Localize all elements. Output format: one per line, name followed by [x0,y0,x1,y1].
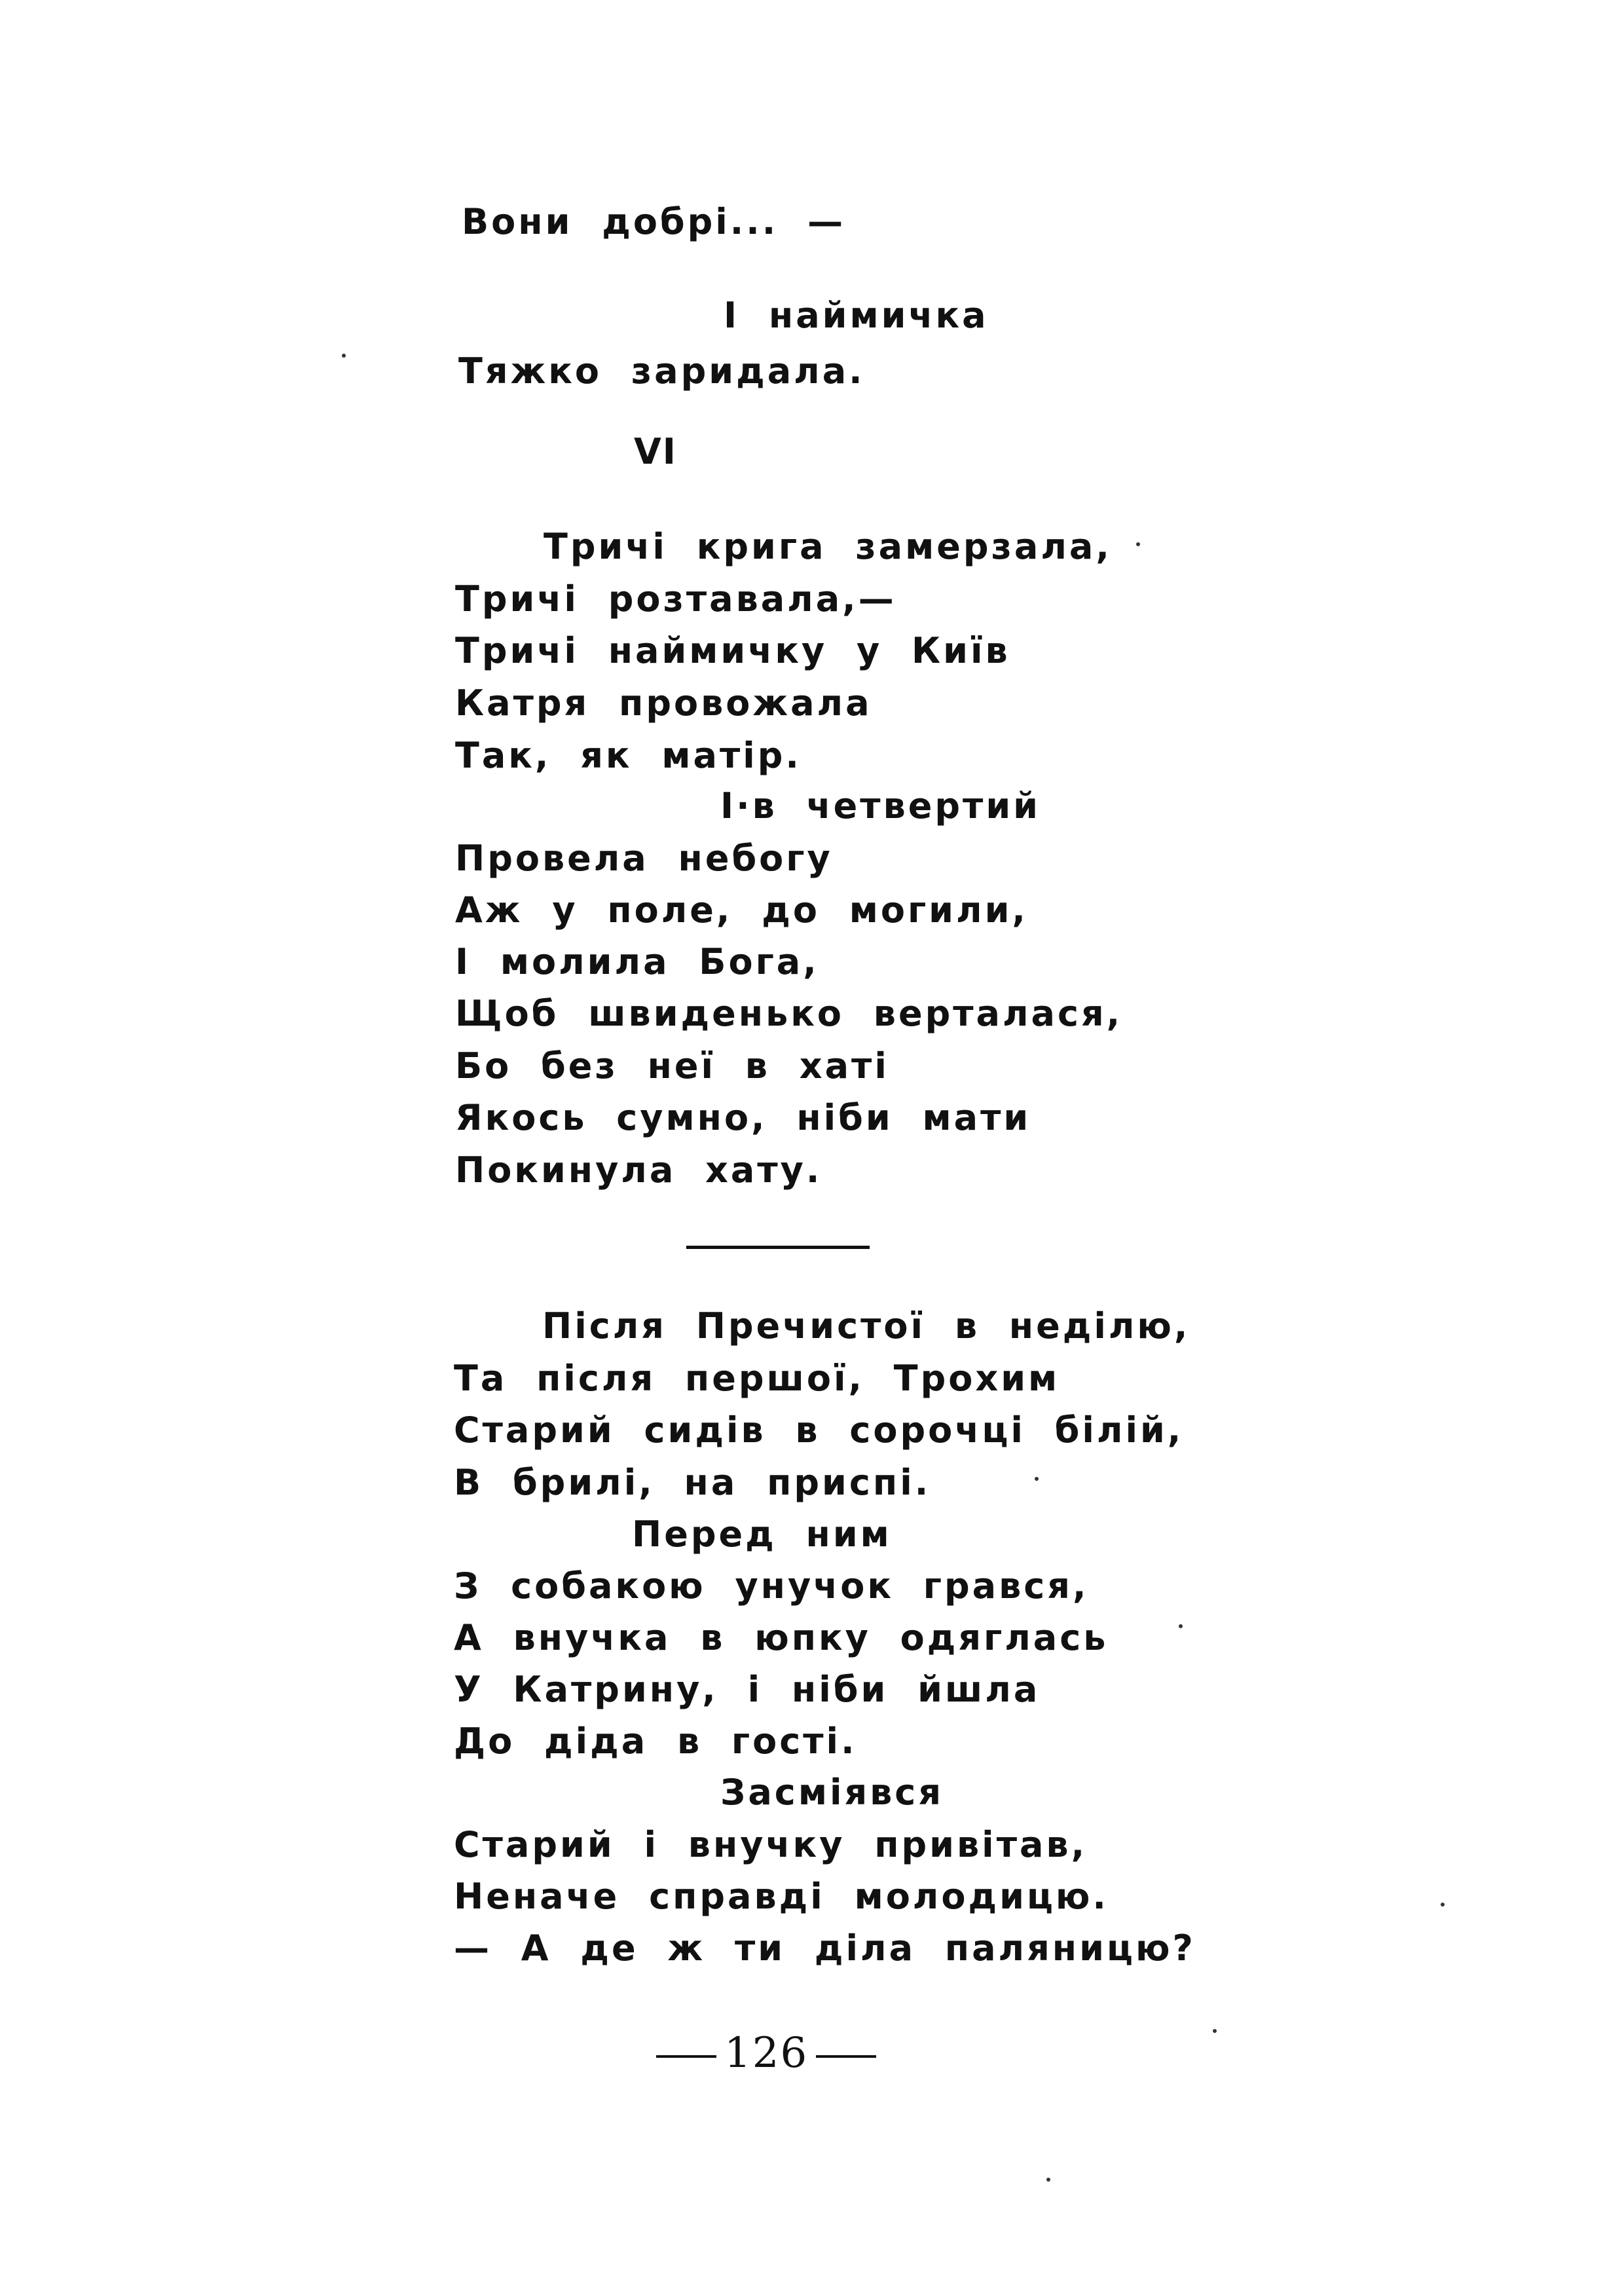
scan-speck [1179,1624,1183,1628]
scan-speck [342,354,346,358]
verse-line: Щоб швиденько верталася, [455,993,1123,1034]
verse-line: Катря провожала [455,682,872,724]
verse-line: Старий і внучку привітав, [454,1824,1088,1865]
scan-speck [1213,2029,1217,2033]
verse-line: У Катрину, і ніби йшла [454,1669,1041,1710]
verse-line: Якось сумно, ніби мати [455,1097,1031,1138]
page-number-dash-left [656,2055,716,2058]
verse-line: Так, як матір. [455,735,802,776]
page-number-dash-right [816,2055,876,2058]
verse-line: — А де ж ти діла паляницю? [454,1927,1196,1969]
verse-line: Бо без неї в хаті [455,1045,889,1087]
page-number [648,2029,884,2077]
verse-line: Старий сидів в сорочці білій, [454,1409,1184,1451]
verse-line: І·в четвертий [720,785,1041,827]
verse-line: В брилі, на приспі. [454,1462,931,1503]
verse-line: Після Пречистої в неділю, [542,1305,1190,1347]
scan-speck [1046,2178,1050,2182]
verse-line: Покинула хату. [455,1149,822,1191]
section-divider [686,1246,870,1249]
verse-line: До діда в гості. [454,1721,857,1762]
page-number-value: 126 [724,2029,809,2077]
verse-line: А внучка в юпку одяглась [454,1617,1109,1658]
verse-line: Тричі наймичку у Київ [455,630,1010,671]
section-number: VI [634,431,677,472]
verse-line: Перед ним [632,1514,892,1555]
verse-line: І молила Бога, [455,941,819,982]
verse-line: Вони добрі... — [462,201,846,242]
verse-line: Провела небогу [455,838,833,879]
verse-line: Аж у поле, до могили, [455,889,1028,931]
verse-line: Неначе справді молодицю. [454,1876,1109,1917]
verse-line: Тричі крига замерзала, [544,526,1112,567]
verse-line: Тяжко заридала. [458,350,865,392]
scan-speck [1136,542,1140,546]
verse-line: З собакою унучок грався, [454,1565,1089,1607]
scan-speck [1441,1903,1445,1907]
scan-speck [1035,1477,1039,1481]
verse-line: Та після першої, Трохим [454,1358,1060,1399]
verse-line: Тричі розтавала,— [455,578,896,620]
verse-line: І наймичка [724,295,989,336]
verse-line: Засміявся [720,1772,944,1813]
